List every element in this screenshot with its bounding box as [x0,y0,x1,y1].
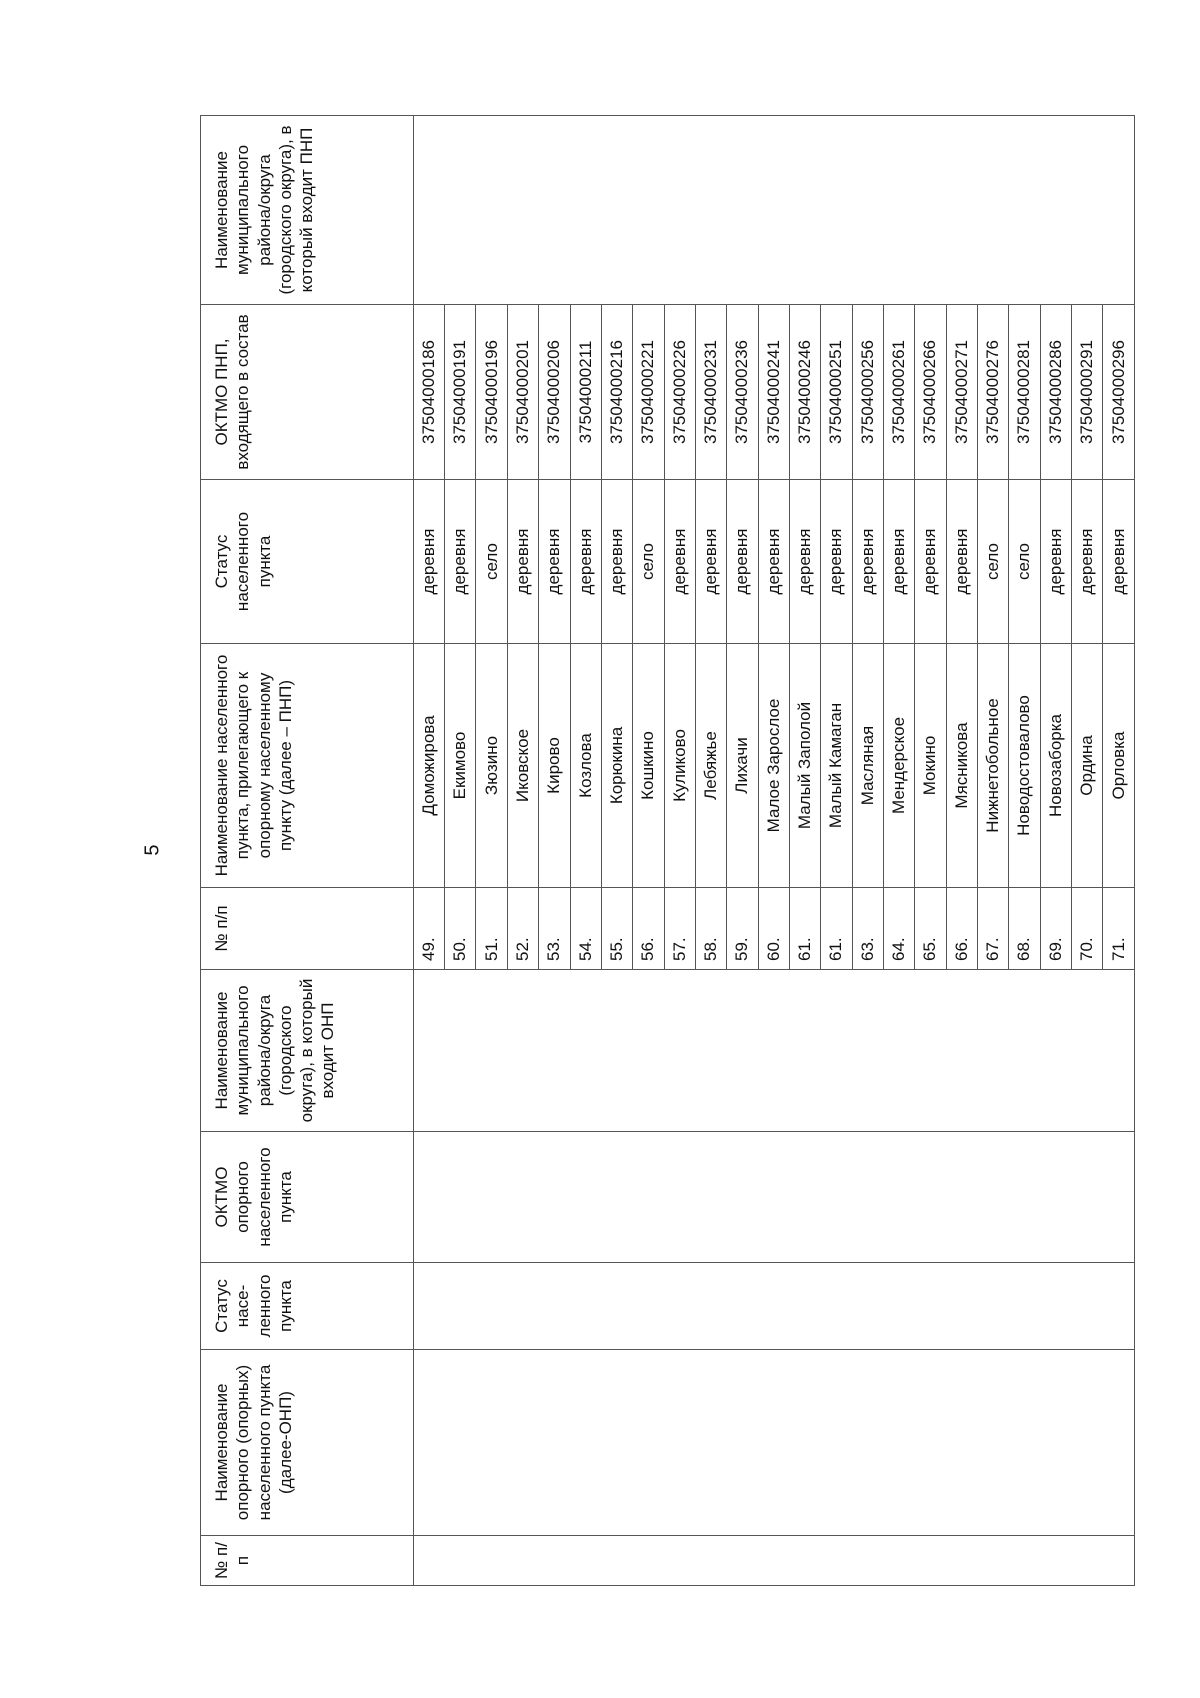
pnp-status-cell: деревня [507,480,538,644]
onp-name-cell [413,1350,1134,1536]
pnp-oktmo-cell: 37504000191 [445,305,476,480]
pnp-oktmo-cell: 37504000286 [1040,305,1071,480]
pnp-name-cell: Кирово [539,644,570,888]
pnp-status-cell: деревня [539,480,570,644]
row-number-cell: 61. [821,888,852,970]
row-number-cell: 53. [539,888,570,970]
row-number-cell: 67. [977,888,1008,970]
row-number-cell: 49. [413,888,444,970]
pnp-status-cell: деревня [664,480,695,644]
pnp-status-cell: село [476,480,507,644]
pnp-oktmo-cell: 37504000206 [539,305,570,480]
pnp-oktmo-cell: 37504000276 [977,305,1008,480]
pnp-name-cell: Зюзино [476,644,507,888]
pnp-name-cell: Малое Зарослое [758,644,789,888]
row-number-cell: 70. [1072,888,1103,970]
pnp-district-cell [413,116,1134,305]
pnp-status-cell: деревня [852,480,883,644]
row-number-cell: 59. [727,888,758,970]
pnp-name-cell: Кошкино [633,644,664,888]
row-number-cell: 51. [476,888,507,970]
onp-status-cell [413,1263,1134,1350]
pnp-name-cell: Малый Заполой [789,644,820,888]
pnp-oktmo-cell: 37504000296 [1103,305,1135,480]
row-number-cell: 58. [695,888,726,970]
row-number-cell: 68. [1009,888,1040,970]
pnp-status-cell: деревня [821,480,852,644]
pnp-oktmo-cell: 37504000271 [946,305,977,480]
header-cell-pnp-oktmo: ОКТМО ПНП, входящего в состав [201,305,414,480]
pnp-status-cell: деревня [570,480,601,644]
pnp-name-cell: Мокино [915,644,946,888]
header-cell-pnp-district: Наименование муниципального района/округа (городского округа), в который входит ПНП [201,116,414,305]
pnp-status-cell: деревня [727,480,758,644]
row-number-cell: 57. [664,888,695,970]
pnp-status-cell: деревня [915,480,946,644]
pnp-status-cell: деревня [758,480,789,644]
header-cell-pnp-name: Наименование населенного пункта, прилегающего к опорному населенному пункту (далее – ПНП) [201,644,414,888]
header-cell-num-2: № п/п [201,888,414,970]
table-body [201,116,1135,1586]
pnp-name-cell: Мендерское [883,644,914,888]
header-cell-onp-district: Наименование муниципального района/округа (городского округа), в который входит ОНП [201,970,414,1132]
page-number: 5 [141,844,164,856]
row-number-cell: 50. [445,888,476,970]
pnp-status-cell: деревня [1072,480,1103,644]
onp-num-cell [413,1536,1134,1586]
row-number-cell: 64. [883,888,914,970]
pnp-oktmo-cell: 37504000246 [789,305,820,480]
pnp-name-cell: Лебяжье [695,644,726,888]
pnp-status-cell: село [977,480,1008,644]
row-number-cell: 60. [758,888,789,970]
row-number-cell: 61. [789,888,820,970]
header-cell-onp-name: Наименование опорного (опорных) населенного пункта (далее-ОНП) [201,1350,414,1536]
header-row [201,116,414,1586]
pnp-name-cell: Лихачи [727,644,758,888]
header-cell-pnp-status: Статус населенного пункта [201,480,414,644]
pnp-name-cell: Корюкина [601,644,632,888]
pnp-status-cell: деревня [1103,480,1135,644]
row-number-cell: 71. [1103,888,1135,970]
table-row [413,116,444,1586]
pnp-oktmo-cell: 37504000266 [915,305,946,480]
onp-district-cell [413,970,1134,1132]
pnp-name-cell: Нижнетобольное [977,644,1008,888]
pnp-status-cell: деревня [946,480,977,644]
row-number-cell: 55. [601,888,632,970]
row-number-cell: 54. [570,888,601,970]
pnp-status-cell: деревня [1040,480,1071,644]
pnp-oktmo-cell: 37504000226 [664,305,695,480]
header-cell-onp-oktmo: ОКТМО опорного населенного пункта [201,1132,414,1263]
pnp-status-cell: деревня [695,480,726,644]
pnp-status-cell: деревня [601,480,632,644]
pnp-oktmo-cell: 37504000241 [758,305,789,480]
pnp-name-cell: Малый Камаган [821,644,852,888]
pnp-name-cell: Екимово [445,644,476,888]
pnp-name-cell: Доможирова [413,644,444,888]
pnp-status-cell: деревня [883,480,914,644]
pnp-oktmo-cell: 37504000261 [883,305,914,480]
pnp-name-cell: Куликово [664,644,695,888]
pnp-name-cell: Масляная [852,644,883,888]
pnp-oktmo-cell: 37504000256 [852,305,883,480]
pnp-oktmo-cell: 37504000211 [570,305,601,480]
row-number-cell: 56. [633,888,664,970]
pnp-oktmo-cell: 37504000216 [601,305,632,480]
pnp-status-cell: деревня [413,480,444,644]
pnp-status-cell: деревня [789,480,820,644]
pnp-oktmo-cell: 37504000231 [695,305,726,480]
pnp-status-cell: деревня [445,480,476,644]
pnp-oktmo-cell: 37504000236 [727,305,758,480]
pnp-oktmo-cell: 37504000186 [413,305,444,480]
row-number-cell: 66. [946,888,977,970]
pnp-name-cell: Орловка [1103,644,1135,888]
pnp-oktmo-cell: 37504000281 [1009,305,1040,480]
pnp-name-cell: Иковское [507,644,538,888]
header-cell-num-1: № п/п [201,1536,414,1586]
pnp-oktmo-cell: 37504000221 [633,305,664,480]
pnp-status-cell: село [1009,480,1040,644]
header-cell-onp-status: Статус насе-ленного пункта [201,1263,414,1350]
pnp-name-cell: Новозаборка [1040,644,1071,888]
pnp-name-cell: Козлова [570,644,601,888]
pnp-status-cell: село [633,480,664,644]
pnp-oktmo-cell: 37504000251 [821,305,852,480]
pnp-oktmo-cell: 37504000196 [476,305,507,480]
row-number-cell: 69. [1040,888,1071,970]
row-number-cell: 63. [852,888,883,970]
settlements-table [200,115,1135,1586]
rotated-table-container [200,116,1135,1586]
pnp-oktmo-cell: 37504000291 [1072,305,1103,480]
pnp-name-cell: Ордина [1072,644,1103,888]
pnp-name-cell: Мясникова [946,644,977,888]
onp-oktmo-cell [413,1132,1134,1263]
pnp-name-cell: Новодостовалово [1009,644,1040,888]
row-number-cell: 65. [915,888,946,970]
pnp-oktmo-cell: 37504000201 [507,305,538,480]
row-number-cell: 52. [507,888,538,970]
